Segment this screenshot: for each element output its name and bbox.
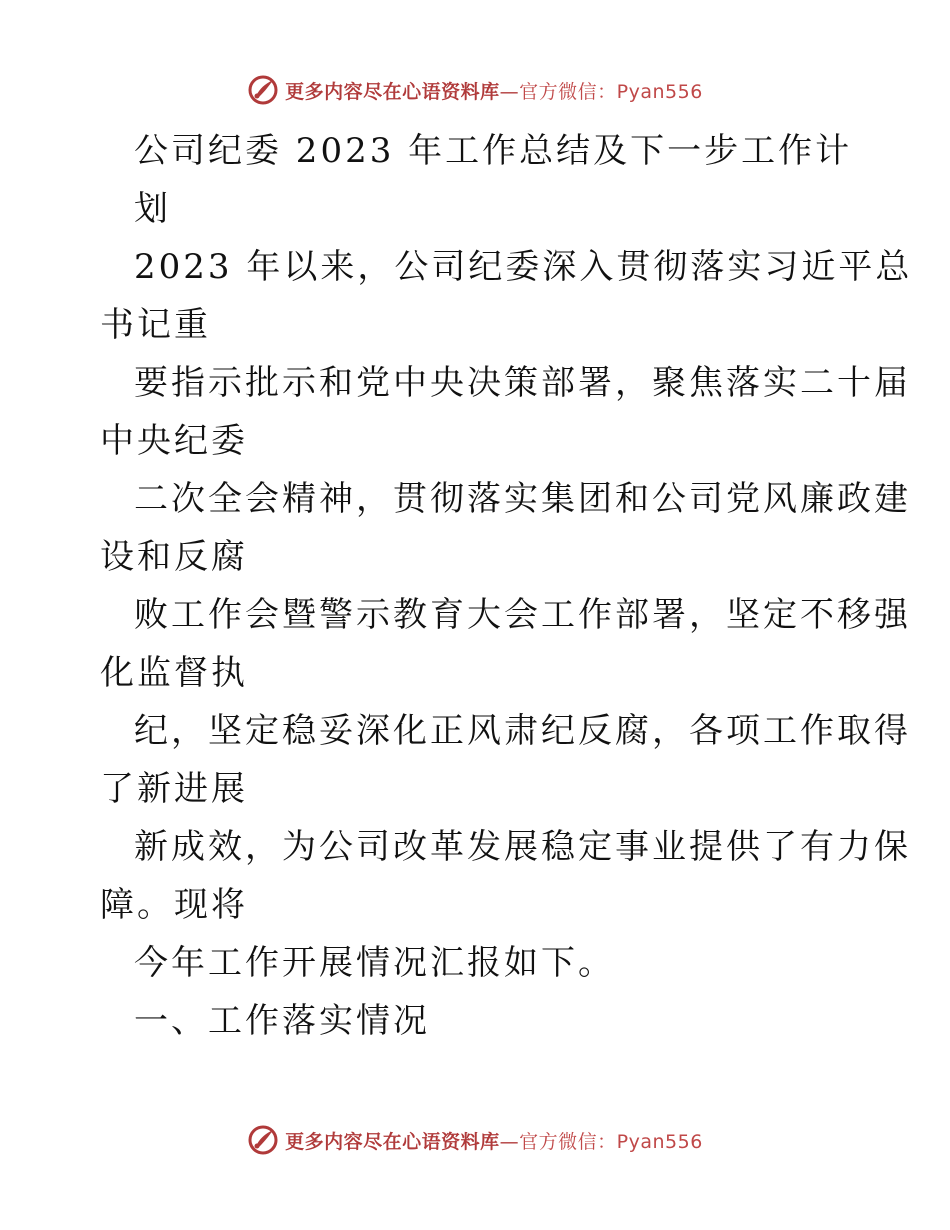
- doc-line: 今年工作开展情况汇报如下。: [134, 943, 615, 983]
- doc-line: 设和反腐: [100, 537, 248, 577]
- banner-wechat: 官方微信：Pyan556: [519, 1130, 703, 1153]
- banner-text: [285, 77, 703, 104]
- doc-line: 障。现将: [100, 885, 248, 925]
- doc-line: 了新进展: [100, 769, 248, 809]
- doc-line: 纪，坚定稳妥深化正风肃纪反腐，各项工作取得: [134, 711, 911, 751]
- doc-line: 败工作会暨警示教育大会工作部署，坚定不移强: [134, 595, 911, 635]
- doc-line: 中央纪委: [100, 421, 248, 461]
- doc-title-line-1: 公司纪委 2023 年工作总结及下一步工作计: [134, 131, 853, 171]
- banner-text: [285, 1127, 703, 1154]
- red-brush-logo-icon: [247, 74, 279, 106]
- banner-slogan: 更多内容尽在心语资料库: [285, 1130, 500, 1153]
- section-heading: 一、工作落实情况: [134, 1001, 430, 1041]
- doc-title-line-2: 划: [134, 189, 171, 229]
- footer-banner: [0, 1120, 950, 1160]
- doc-line: 2023 年以来，公司纪委深入贯彻落实习近平总: [134, 247, 913, 287]
- red-brush-logo-icon: [247, 1124, 279, 1156]
- banner-separator: —: [499, 1130, 520, 1153]
- doc-line: 书记重: [100, 305, 211, 345]
- document-body: [100, 122, 913, 1050]
- doc-line: 二次全会精神，贯彻落实集团和公司党风廉政建: [134, 479, 911, 519]
- banner-separator: —: [499, 80, 520, 103]
- banner-slogan: 更多内容尽在心语资料库: [285, 80, 500, 103]
- doc-line: 新成效，为公司改革发展稳定事业提供了有力保: [134, 827, 911, 867]
- doc-line: 要指示批示和党中央决策部署，聚焦落实二十届: [134, 363, 911, 403]
- banner-wechat: 官方微信：Pyan556: [519, 80, 703, 103]
- header-banner: [0, 70, 950, 110]
- doc-line: 化监督执: [100, 653, 248, 693]
